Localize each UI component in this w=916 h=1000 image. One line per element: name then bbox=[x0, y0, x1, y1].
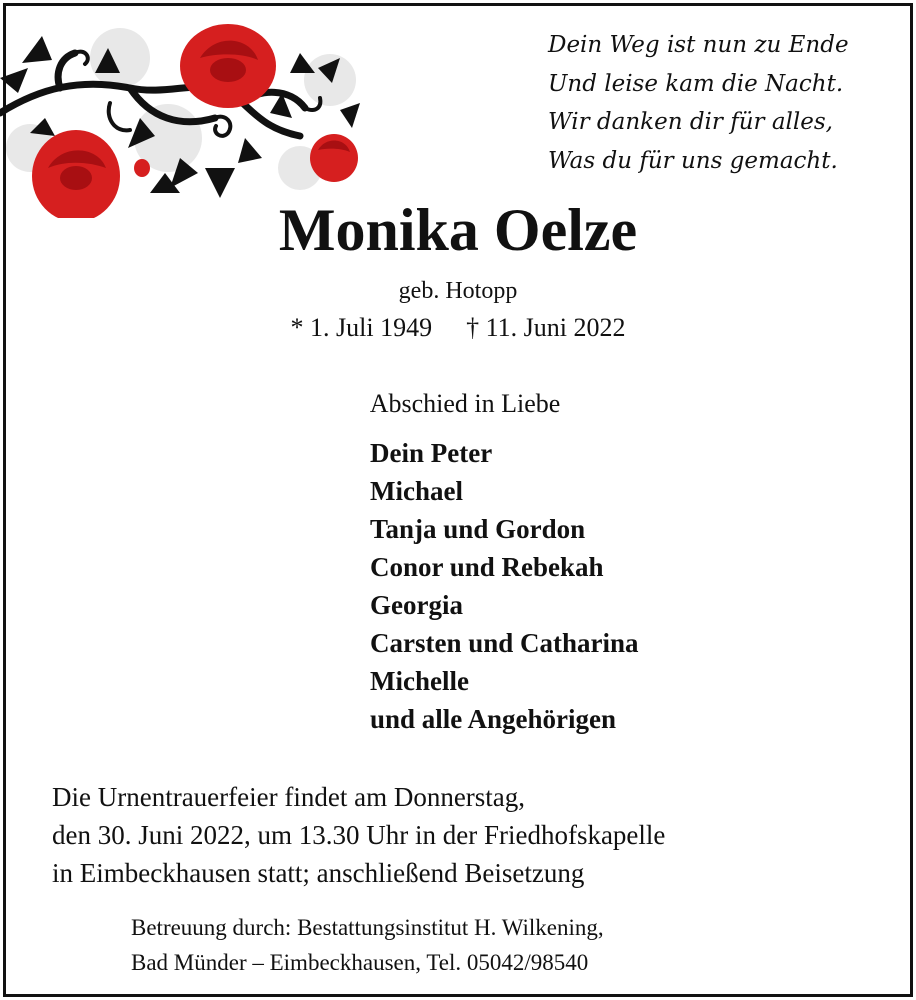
death-date: † 11. Juni 2022 bbox=[466, 313, 626, 342]
rose-branch-illustration bbox=[0, 18, 380, 218]
undertaker-line: Betreuung durch: Bestattungsinstitut H. Wilkening, bbox=[131, 915, 604, 940]
mourner: Carsten und Catharina bbox=[370, 628, 639, 658]
poem-line: Wir danken dir für alles, bbox=[548, 109, 833, 135]
service-info bbox=[52, 778, 665, 892]
mourner: Conor und Rebekah bbox=[370, 552, 604, 582]
mourner: Dein Peter bbox=[370, 438, 493, 468]
mourner: Michael bbox=[370, 476, 463, 506]
undertaker-info bbox=[131, 910, 604, 980]
poem-line: Was du für uns gemacht. bbox=[548, 147, 838, 174]
mourner: Tanja und Gordon bbox=[370, 514, 586, 544]
service-line: den 30. Juni 2022, um 13.30 Uhr in der Friedhofskapelle bbox=[52, 820, 666, 850]
mourner: und alle Angehörigen bbox=[370, 704, 617, 734]
birth-date: * 1. Juli 1949 bbox=[290, 313, 433, 342]
poem-line: Und leise kam die Nacht. bbox=[548, 70, 844, 97]
undertaker-line: Bad Münder – Eimbeckhausen, Tel. 05042/98540 bbox=[131, 950, 589, 975]
deceased-name: Monika Oelze bbox=[278, 197, 638, 263]
poem-line: Dein Weg ist nun zu Ende bbox=[548, 32, 849, 58]
birth-name: geb. Hotopp bbox=[398, 278, 518, 304]
mourner: Michelle bbox=[370, 666, 469, 696]
service-line: in Eimbeckhausen statt; anschließend Beisetzung bbox=[52, 858, 585, 888]
poem bbox=[548, 26, 888, 180]
service-line: Die Urnentrauerfeier findet am Donnerstag, bbox=[52, 782, 526, 812]
life-dates bbox=[0, 310, 916, 346]
mourners-list bbox=[370, 434, 639, 738]
farewell-line: Abschied in Liebe bbox=[369, 389, 561, 418]
mourner: Georgia bbox=[370, 590, 463, 620]
